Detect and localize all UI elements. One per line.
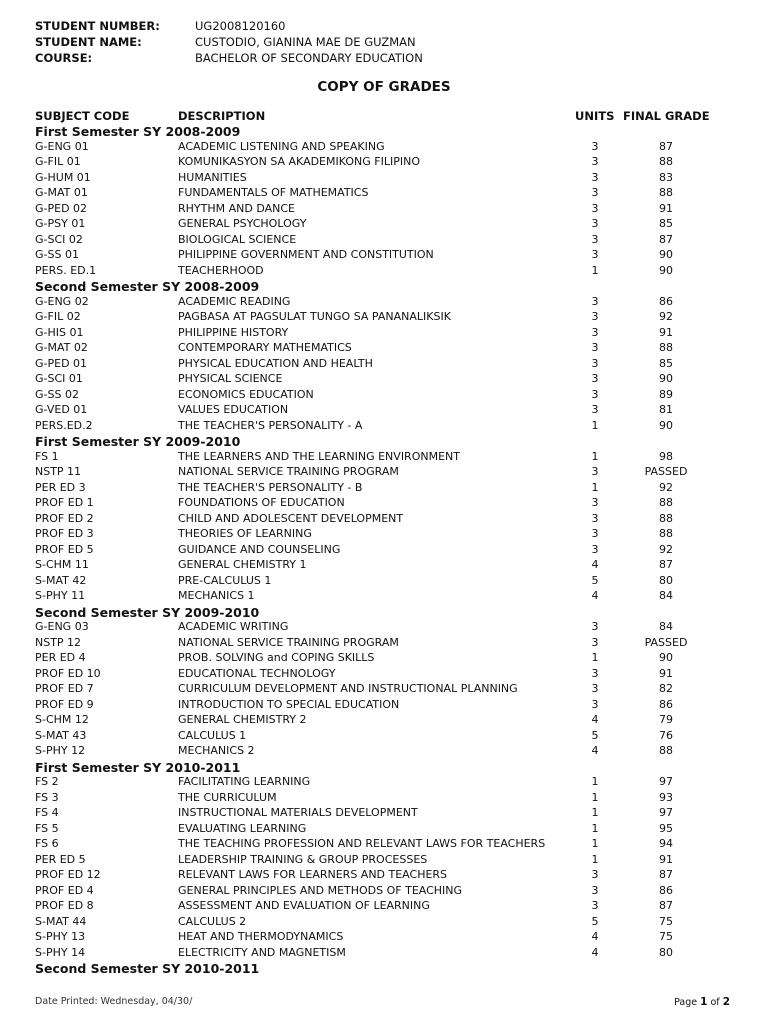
course: BACHELOR OF SECONDARY EDUCATION [195, 51, 423, 65]
final-grade: PASSED [644, 465, 688, 478]
table-row [0, 356, 768, 372]
final-grade: 90 [659, 372, 673, 385]
subject-units: 1 [591, 790, 599, 804]
final-grade: 88 [659, 496, 673, 509]
final-grade: 87 [659, 232, 673, 246]
final-grade: 88 [659, 744, 673, 757]
subject-code: NSTP 11 [35, 465, 82, 478]
subject-units: 3 [591, 666, 599, 680]
final-grade: 84 [659, 589, 673, 602]
subject-units: 1 [591, 806, 599, 819]
final-grade: 97 [659, 806, 673, 819]
subject-code: G-SS 01 [35, 248, 79, 261]
units-header: UNITS [575, 109, 615, 123]
subject-description: INTRODUCTION TO SPECIAL EDUCATION [178, 697, 400, 711]
subject-code-header: SUBJECT CODE [35, 109, 130, 123]
subject-description: NATIONAL SERVICE TRAINING PROGRAM [178, 635, 399, 649]
table-row [0, 945, 768, 961]
subject-code: FS 2 [35, 775, 59, 788]
table-row [0, 449, 768, 465]
subject-units: 1 [591, 449, 599, 463]
page-number [674, 996, 730, 1008]
subject-description: LEADERSHIP TRAINING & GROUP PROCESSES [178, 852, 428, 866]
subject-units: 3 [591, 325, 599, 339]
subject-description: RHYTHM AND DANCE [178, 201, 295, 215]
subject-units: 3 [591, 387, 599, 401]
subject-units: 1 [591, 418, 599, 432]
subject-units: 4 [591, 558, 599, 571]
table-row [0, 480, 768, 496]
semester-header [0, 604, 768, 620]
subject-units: 3 [591, 170, 599, 184]
subject-description: ACADEMIC READING [178, 294, 291, 308]
subject-units: 5 [591, 573, 599, 587]
subject-description: CALCULUS 2 [178, 914, 247, 928]
table-row [0, 387, 768, 403]
subject-units: 1 [591, 852, 599, 866]
course-row [35, 50, 423, 66]
page-current: 1 [700, 996, 708, 1008]
table-row [0, 263, 768, 279]
subject-description: MECHANICS 2 [178, 744, 255, 757]
subject-code: G-PED 01 [35, 356, 88, 370]
subject-description: CHILD AND ADOLESCENT DEVELOPMENT [178, 511, 404, 525]
subject-description: PHILIPPINE HISTORY [178, 325, 289, 339]
table-row [0, 309, 768, 325]
final-grade: 91 [659, 852, 673, 866]
subject-description: FOUNDATIONS OF EDUCATION [178, 496, 345, 509]
subject-units: 3 [591, 356, 599, 370]
subject-description: GENERAL PRINCIPLES AND METHODS OF TEACHING [178, 883, 463, 897]
final-grade: 75 [659, 930, 673, 943]
subject-code: PERS.ED.2 [35, 418, 93, 432]
final-grade: 90 [659, 651, 673, 664]
subject-units: 3 [591, 511, 599, 525]
final-grade: 91 [659, 666, 673, 680]
subject-code: G-HUM 01 [35, 170, 91, 184]
subject-code: G-FIL 01 [35, 155, 81, 168]
final-grade: 88 [659, 155, 673, 168]
description-header: DESCRIPTION [178, 109, 266, 123]
table-row [0, 697, 768, 713]
subject-description: FUNDAMENTALS OF MATHEMATICS [178, 186, 369, 199]
subject-units: 4 [591, 945, 599, 959]
table-row [0, 170, 768, 186]
table-row [0, 914, 768, 930]
subject-description: CURRICULUM DEVELOPMENT AND INSTRUCTIONAL PLANNING [178, 682, 518, 695]
subject-code: G-VED 01 [35, 403, 88, 416]
table-row [0, 526, 768, 542]
subject-code: G-PSY 01 [35, 217, 86, 230]
subject-code: G-SS 02 [35, 387, 79, 401]
page-prefix: Page [674, 997, 698, 1008]
subject-description: THE TEACHER'S PERSONALITY - A [178, 418, 363, 432]
table-row [0, 542, 768, 558]
subject-code: G-ENG 02 [35, 294, 89, 308]
subject-description: ECONOMICS EDUCATION [178, 387, 314, 401]
final-grade: 87 [659, 558, 673, 571]
table-row [0, 898, 768, 914]
final-grade: 88 [659, 511, 673, 525]
subject-description: VALUES EDUCATION [178, 403, 289, 416]
table-header [0, 109, 768, 123]
subject-code: PROF ED 4 [35, 883, 94, 897]
final-grade: 92 [659, 542, 673, 556]
page-footer [0, 993, 768, 1009]
subject-description: RELEVANT LAWS FOR LEARNERS AND TEACHERS [178, 868, 448, 881]
semester-title: Second Semester SY 2010-2011 [35, 961, 260, 976]
subject-code: S-PHY 13 [35, 930, 86, 943]
subject-description: ACADEMIC WRITING [178, 620, 289, 633]
subject-code: FS 1 [35, 449, 59, 463]
subject-code: PROF ED 2 [35, 511, 94, 525]
subject-units: 1 [591, 821, 599, 835]
subject-description: ASSESSMENT AND EVALUATION OF LEARNING [178, 899, 430, 912]
table-row [0, 511, 768, 527]
final-grade: 95 [659, 821, 673, 835]
subject-units: 3 [591, 496, 599, 509]
subject-description: TEACHERHOOD [178, 263, 264, 277]
table-row [0, 588, 768, 604]
subject-code: PROF ED 5 [35, 542, 94, 556]
subject-units: 3 [591, 697, 599, 711]
subject-units: 5 [591, 914, 599, 928]
table-row [0, 619, 768, 635]
subject-units: 1 [591, 837, 599, 850]
subject-description: PHYSICAL SCIENCE [178, 372, 283, 385]
subject-code: PROF ED 8 [35, 899, 94, 912]
subject-units: 3 [591, 139, 599, 153]
course-label: COURSE: [35, 51, 93, 65]
semester-header [0, 278, 768, 294]
semester-header [0, 759, 768, 775]
subject-code: NSTP 12 [35, 635, 82, 649]
subject-description: GUIDANCE AND COUNSELING [178, 542, 341, 556]
subject-code: FS 3 [35, 790, 59, 804]
subject-units: 3 [591, 186, 599, 199]
table-row [0, 712, 768, 728]
subject-description: CONTEMPORARY MATHEMATICS [178, 341, 352, 354]
subject-description: PHYSICAL EDUCATION AND HEALTH [178, 356, 373, 370]
final-grade: 91 [659, 325, 673, 339]
subject-description: THE CURRICULUM [178, 790, 277, 804]
final-grade: 86 [659, 697, 673, 711]
subject-code: G-MAT 01 [35, 186, 88, 199]
subject-description: HUMANITIES [178, 170, 247, 184]
subject-description: GENERAL CHEMISTRY 2 [178, 713, 307, 726]
subject-code: PROF ED 10 [35, 666, 101, 680]
table-row [0, 495, 768, 511]
table-row [0, 790, 768, 806]
subject-units: 3 [591, 465, 599, 478]
subject-code: S-MAT 44 [35, 914, 87, 928]
table-row [0, 650, 768, 666]
final-grade: 97 [659, 775, 673, 788]
table-row [0, 883, 768, 899]
table-row [0, 232, 768, 248]
subject-units: 3 [591, 682, 599, 695]
final-grade: 89 [659, 387, 673, 401]
subject-description: THE TEACHER'S PERSONALITY - B [178, 480, 363, 494]
subject-units: 3 [591, 155, 599, 168]
final-grade: 98 [659, 449, 673, 463]
subject-description: GENERAL CHEMISTRY 1 [178, 558, 307, 571]
table-row [0, 247, 768, 263]
subject-code: S-PHY 14 [35, 945, 86, 959]
table-row [0, 464, 768, 480]
subject-code: PERS. ED.1 [35, 263, 97, 277]
subject-description: ACADEMIC LISTENING AND SPEAKING [178, 139, 385, 153]
subject-code: S-PHY 11 [35, 589, 86, 602]
final-grade: 92 [659, 310, 673, 323]
final-grade: 76 [659, 728, 673, 742]
subject-description: PROB. SOLVING and COPING SKILLS [178, 651, 375, 664]
student-name-row [35, 34, 423, 50]
subject-code: PER ED 4 [35, 651, 86, 664]
subject-units: 3 [591, 899, 599, 912]
final-grade: 81 [659, 403, 673, 416]
table-row [0, 139, 768, 155]
final-grade: 90 [659, 248, 673, 261]
subject-code: PER ED 5 [35, 852, 86, 866]
page-total: 2 [722, 996, 730, 1008]
subject-units: 5 [591, 728, 599, 742]
subject-description: EDUCATIONAL TECHNOLOGY [178, 666, 336, 680]
final-grade: PASSED [644, 635, 688, 649]
student-number-row [35, 18, 423, 34]
subject-units: 4 [591, 589, 599, 602]
subject-units: 4 [591, 713, 599, 726]
subject-description: BIOLOGICAL SCIENCE [178, 232, 297, 246]
page-title: COPY OF GRADES [317, 79, 451, 95]
student-number: UG2008120160 [195, 19, 286, 33]
subject-units: 4 [591, 744, 599, 757]
final-grade: 82 [659, 682, 673, 695]
table-row [0, 325, 768, 341]
subject-units: 3 [591, 341, 599, 354]
table-row [0, 836, 768, 852]
final-grade: 86 [659, 294, 673, 308]
student-number-label: STUDENT NUMBER: [35, 19, 160, 33]
subject-code: S-MAT 42 [35, 573, 87, 587]
subject-units: 1 [591, 775, 599, 788]
subject-units: 3 [591, 883, 599, 897]
subject-units: 3 [591, 248, 599, 261]
semester-title: First Semester SY 2008-2009 [35, 124, 241, 139]
student-name: CUSTODIO, GIANINA MAE DE GUZMAN [195, 35, 416, 49]
table-row [0, 867, 768, 883]
table-row [0, 635, 768, 651]
table-row [0, 774, 768, 790]
final-grade: 80 [659, 945, 673, 959]
semester-header [0, 960, 768, 976]
subject-description: ELECTRICITY AND MAGNETISM [178, 945, 346, 959]
table-row [0, 821, 768, 837]
subject-code: G-ENG 03 [35, 620, 89, 633]
subject-units: 3 [591, 232, 599, 246]
subject-units: 1 [591, 480, 599, 494]
final-grade: 90 [659, 263, 673, 277]
final-grade: 92 [659, 480, 673, 494]
subject-code: FS 6 [35, 837, 59, 850]
subject-description: PAGBASA AT PAGSULAT TUNGO SA PANANALIKSIK [178, 310, 451, 323]
subject-units: 3 [591, 310, 599, 323]
subject-description: NATIONAL SERVICE TRAINING PROGRAM [178, 465, 399, 478]
subject-code: S-PHY 12 [35, 744, 86, 757]
subject-code: PROF ED 12 [35, 868, 101, 881]
final-grade: 94 [659, 837, 673, 850]
subject-code: G-SCI 02 [35, 232, 83, 246]
final-grade: 88 [659, 186, 673, 199]
subject-units: 3 [591, 372, 599, 385]
subject-code: FS 4 [35, 806, 59, 819]
table-row [0, 154, 768, 170]
subject-units: 1 [591, 263, 599, 277]
semester-header [0, 433, 768, 449]
page-sep: of [710, 997, 720, 1008]
subject-code: PROF ED 7 [35, 682, 94, 695]
final-grade: 86 [659, 883, 673, 897]
final-grade: 85 [659, 217, 673, 230]
final-grade: 83 [659, 170, 673, 184]
subject-description: MECHANICS 1 [178, 589, 255, 602]
subject-code: G-HIS 01 [35, 325, 84, 339]
subject-code: G-FIL 02 [35, 310, 81, 323]
semester-title: Second Semester SY 2009-2010 [35, 604, 260, 620]
date-printed: Date Printed: Wednesday, 04/30/ [35, 996, 193, 1007]
subject-code: G-MAT 02 [35, 341, 88, 354]
subject-description: PHILIPPINE GOVERNMENT AND CONSTITUTION [178, 248, 434, 261]
subject-units: 3 [591, 294, 599, 308]
subject-units: 3 [591, 620, 599, 633]
table-row [0, 216, 768, 232]
subject-description: INSTRUCTIONAL MATERIALS DEVELOPMENT [178, 806, 418, 819]
subject-code: PROF ED 9 [35, 697, 94, 711]
subject-description: THE LEARNERS AND THE LEARNING ENVIRONMENT [178, 449, 460, 463]
subject-description: EVALUATING LEARNING [178, 821, 307, 835]
subject-description: HEAT AND THERMODYNAMICS [178, 930, 344, 943]
final-grade: 90 [659, 418, 673, 432]
student-info [35, 18, 423, 66]
table-row [0, 852, 768, 868]
semester-title: Second Semester SY 2008-2009 [35, 279, 260, 294]
table-row [0, 340, 768, 356]
subject-code: G-SCI 01 [35, 372, 83, 385]
table-row [0, 805, 768, 821]
grades-table [0, 123, 768, 976]
subject-code: S-CHM 12 [35, 713, 89, 726]
table-row [0, 371, 768, 387]
final-grade: 88 [659, 527, 673, 540]
subject-units: 3 [591, 635, 599, 649]
subject-units: 3 [591, 542, 599, 556]
table-row [0, 929, 768, 945]
subject-code: S-MAT 43 [35, 728, 87, 742]
subject-description: PRE-CALCULUS 1 [178, 573, 272, 587]
table-row [0, 418, 768, 434]
subject-description: FACILITATING LEARNING [178, 775, 311, 788]
final-grade: 84 [659, 620, 673, 633]
table-row [0, 681, 768, 697]
table-row [0, 557, 768, 573]
subject-code: G-ENG 01 [35, 139, 89, 153]
subject-code: FS 5 [35, 821, 59, 835]
table-row [0, 402, 768, 418]
table-row [0, 294, 768, 310]
table-row [0, 573, 768, 589]
final-grade: 88 [659, 341, 673, 354]
semester-title: First Semester SY 2009-2010 [35, 434, 241, 449]
subject-description: THEORIES OF LEARNING [178, 527, 312, 540]
subject-units: 3 [591, 217, 599, 230]
subject-units: 4 [591, 930, 599, 943]
final-grade-header: FINAL GRADE [623, 109, 710, 123]
subject-description: GENERAL PSYCHOLOGY [178, 217, 307, 230]
table-row [0, 666, 768, 682]
subject-code: G-PED 02 [35, 201, 88, 215]
final-grade: 79 [659, 713, 673, 726]
subject-code: PROF ED 1 [35, 496, 94, 509]
subject-code: PER ED 3 [35, 480, 86, 494]
final-grade: 85 [659, 356, 673, 370]
final-grade: 93 [659, 790, 673, 804]
subject-units: 3 [591, 868, 599, 881]
table-row [0, 728, 768, 744]
subject-units: 3 [591, 403, 599, 416]
table-row [0, 201, 768, 217]
subject-code: S-CHM 11 [35, 558, 89, 571]
semester-title: First Semester SY 2010-2011 [35, 759, 241, 775]
final-grade: 87 [659, 868, 673, 881]
final-grade: 75 [659, 914, 673, 928]
table-row [0, 185, 768, 201]
table-row [0, 743, 768, 759]
subject-description: KOMUNIKASYON SA AKADEMIKONG FILIPINO [178, 155, 420, 168]
subject-units: 3 [591, 201, 599, 215]
subject-units: 3 [591, 527, 599, 540]
final-grade: 87 [659, 899, 673, 912]
subject-description: THE TEACHING PROFESSION AND RELEVANT LAWS FOR TEACHERS [178, 837, 546, 850]
subject-units: 1 [591, 651, 599, 664]
final-grade: 87 [659, 139, 673, 153]
final-grade: 80 [659, 573, 673, 587]
final-grade: 91 [659, 201, 673, 215]
student-name-label: STUDENT NAME: [35, 35, 142, 49]
semester-header [0, 123, 768, 139]
subject-code: PROF ED 3 [35, 527, 94, 540]
subject-description: CALCULUS 1 [178, 728, 247, 742]
